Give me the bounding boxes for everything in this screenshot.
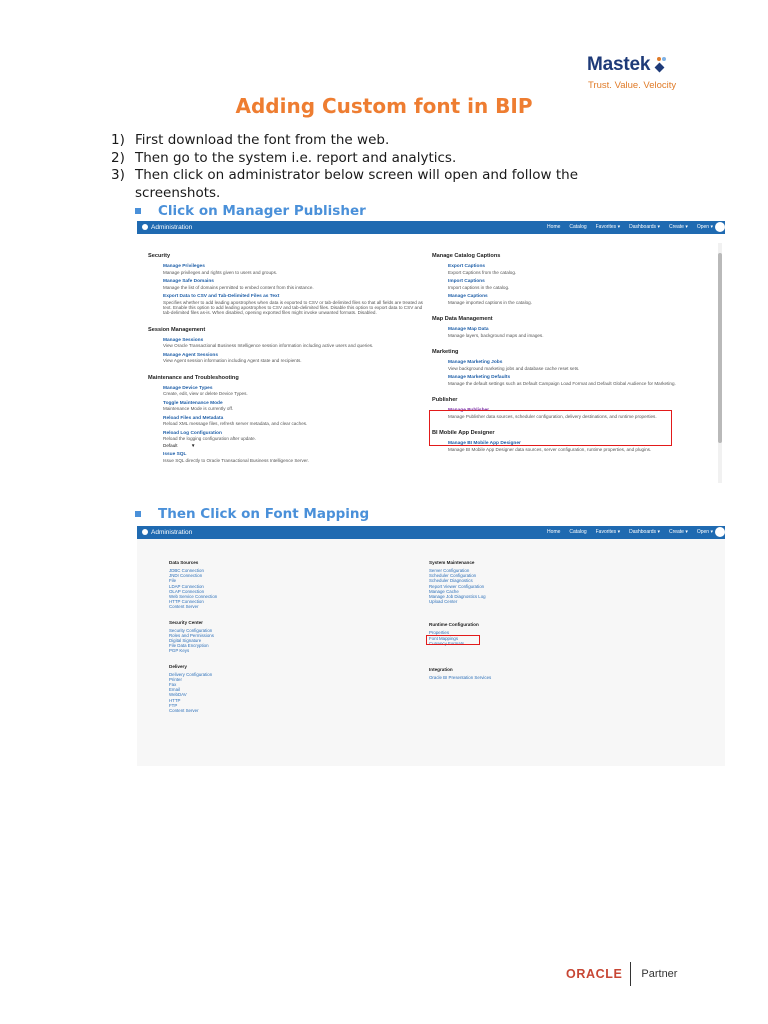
delivery-content-server-link[interactable]: Content Server — [169, 708, 199, 714]
item-description: View Oracle Transactional Business Intelligence session information including active users and queries. — [163, 343, 374, 349]
manage-mobile-app-link[interactable]: Manage BI Mobile App Designer — [448, 441, 521, 446]
menu-create[interactable]: Create ▾ — [668, 224, 688, 230]
system-maintenance-group — [429, 560, 629, 604]
left-column — [148, 253, 428, 474]
properties-link[interactable]: Properties — [429, 630, 450, 636]
ftp-link[interactable]: FTP — [169, 702, 178, 708]
issue-sql-link[interactable]: Issue SQL — [163, 452, 187, 458]
manage-marketing-jobs-link[interactable]: Manage Marketing Jobs — [448, 360, 503, 365]
list-item — [163, 279, 428, 290]
maintenance-section — [148, 375, 428, 463]
item-description: Reload XML message files, refresh server metadata, and clear caches. — [163, 421, 308, 427]
admin-icon — [142, 224, 148, 230]
roles-permissions-link[interactable]: Roles and Permissions — [169, 632, 214, 638]
menu-catalog[interactable]: Catalog — [569, 529, 587, 535]
digital-signature-link[interactable]: Digital Signature — [169, 638, 202, 644]
list-item — [111, 167, 631, 202]
list-item — [163, 452, 428, 463]
bullet-text: Then Click on Font Mapping — [158, 506, 370, 522]
jdbc-connection-link[interactable]: JDBC Connection — [169, 568, 204, 573]
step-number: 1) — [111, 132, 125, 148]
admin-title: Administration — [151, 529, 193, 536]
list-item — [448, 327, 702, 338]
item-description: Specifies whether to add leading apostrophes when data is exported to CSV or tab-delimited files so that all fields are treated as text. Enable this option to add leading apostrophes to CSV and tab-delimited files. Disable this option to export data to CSV and tab-delimited files as-is. When disabled, opening exported files might invoke unwanted formats. Disabled. — [163, 299, 423, 316]
section-heading: Maintenance and Troubleshooting — [148, 374, 239, 381]
mastek-logo — [587, 54, 687, 94]
manage-sessions-link[interactable]: Manage Sessions — [163, 337, 204, 343]
email-link[interactable]: Email — [169, 687, 180, 693]
menu-home[interactable]: Home — [547, 224, 561, 230]
bullet-text: Click on Manager Publisher — [158, 203, 366, 219]
file-data-encryption-link[interactable]: File Data Encryption — [169, 643, 209, 649]
item-description: Reload the logging configuration after update. — [163, 436, 256, 442]
import-captions-link[interactable]: Import Captions — [448, 279, 485, 284]
section-heading: Map Data Management — [432, 316, 493, 322]
item-description: Import captions in the catalog. — [448, 284, 510, 290]
list-item — [163, 416, 428, 427]
upload-center-link[interactable]: Upload Center — [429, 599, 458, 605]
webdav-link[interactable]: WebDAV — [169, 692, 187, 698]
integration-group — [429, 667, 629, 680]
manage-map-data-link[interactable]: Manage Map Data — [448, 327, 489, 332]
select-value: Default — [163, 442, 178, 448]
admin-title: Administration — [151, 224, 193, 231]
toggle-maintenance-link[interactable]: Toggle Maintenance Mode — [163, 400, 223, 406]
admin-menu — [547, 529, 713, 535]
step-text: Then click on administrator below screen will open and follow the screenshots. — [135, 167, 579, 201]
manage-agent-sessions-link[interactable]: Manage Agent Sessions — [163, 352, 219, 358]
item-description: Export Captions from the catalog. — [448, 269, 517, 275]
logo-wordmark: Mastek — [587, 54, 651, 75]
security-center-group — [169, 620, 369, 654]
manage-job-diagnostics-log-link[interactable]: Manage Job Diagnostics Log — [429, 594, 486, 600]
ldap-connection-link[interactable]: LDAP Connection — [169, 583, 204, 589]
item-description: View Agent session information including Agent state and recipients. — [163, 358, 302, 364]
list-item — [448, 279, 702, 290]
server-configuration-link[interactable]: Server Configuration — [429, 568, 470, 573]
menu-catalog[interactable]: Catalog — [569, 224, 587, 230]
oracle-wordmark: ORACLE — [566, 967, 623, 981]
olap-connection-link[interactable]: OLAP Connection — [169, 588, 205, 594]
file-link[interactable]: File — [169, 578, 177, 584]
menu-open[interactable]: Open ▾ — [696, 529, 713, 535]
item-description: Manage layers, background maps and images. — [448, 332, 544, 338]
section-heading: BI Mobile App Designer — [432, 430, 495, 436]
reload-log-config-link[interactable]: Reload Log Configuration — [163, 430, 222, 436]
divider — [630, 962, 631, 986]
delivery-group — [169, 664, 369, 714]
left-column — [169, 560, 369, 713]
printer-link[interactable]: Printer — [169, 676, 182, 682]
item-description: Manage imported captions in the catalog. — [448, 299, 533, 305]
section-heading: Publisher — [432, 397, 458, 403]
step-text: First download the font from the web. — [135, 132, 390, 148]
list-item — [448, 294, 702, 305]
menu-create[interactable]: Create ▾ — [668, 529, 688, 535]
list-item — [163, 431, 428, 448]
step-number: 3) — [111, 167, 125, 183]
marketing-section — [432, 349, 702, 386]
manage-marketing-defaults-link[interactable]: Manage Marketing Defaults — [448, 375, 511, 380]
list-item — [163, 264, 428, 275]
user-avatar[interactable] — [715, 527, 725, 537]
list-item — [163, 401, 428, 412]
manage-safe-domains-link[interactable]: Manage Safe Domains — [163, 279, 214, 284]
menu-favorites[interactable]: Favorites ▾ — [595, 529, 621, 535]
admin-icon — [142, 529, 148, 535]
security-section — [148, 253, 428, 316]
admin-menu — [547, 224, 713, 230]
menu-dashboards[interactable]: Dashboards ▾ — [629, 529, 660, 535]
list-item — [448, 360, 702, 371]
list-item — [448, 264, 702, 275]
menu-open[interactable]: Open ▾ — [696, 224, 713, 230]
delivery-configuration-link[interactable]: Delivery Configuration — [169, 671, 213, 677]
currency-formats-link[interactable]: Currency Formats — [429, 640, 465, 646]
oracle-partner-logo — [566, 962, 677, 986]
partner-label: Partner — [641, 968, 678, 980]
group-heading: System Maintenance — [429, 560, 475, 565]
report-viewer-configuration-link[interactable]: Report Viewer Configuration — [429, 583, 485, 589]
menu-favorites[interactable]: Favorites ▾ — [595, 224, 621, 230]
group-heading: Data Sources — [169, 560, 199, 565]
step-number: 2) — [111, 149, 125, 166]
highlight-box — [426, 635, 480, 645]
group-heading: Runtime Configuration — [429, 622, 479, 628]
jndi-connection-link[interactable]: JNDI Connection — [169, 573, 203, 579]
list-item — [163, 386, 428, 397]
bullet-heading — [135, 506, 369, 522]
steps-list — [111, 132, 631, 202]
list-item — [163, 353, 428, 364]
catalog-captions-section — [432, 253, 702, 305]
highlight-box — [429, 410, 672, 446]
logo-dots-icon — [653, 56, 675, 74]
item-description: Maintenance Mode is currently off. — [163, 406, 234, 412]
http-link[interactable]: HTTP — [169, 697, 181, 703]
manage-cache-link[interactable]: Manage Cache — [429, 588, 459, 594]
menu-dashboards[interactable]: Dashboards ▾ — [629, 224, 660, 230]
step-text: Then go to the system i.e. report and analytics. — [135, 149, 457, 166]
item-description: Manage the default settings such as Default Campaign Load Format and Default Global Audience for Marketing. — [448, 380, 676, 386]
item-description: Manage BI Mobile App Designer data sources, server configuration, runtime properties, and plugins. — [448, 446, 652, 452]
menu-home[interactable]: Home — [547, 529, 561, 535]
content-server-link[interactable]: Content Server — [169, 604, 199, 610]
item-description: Manage the list of domains permitted to embed content from this instance. — [163, 284, 314, 290]
export-data-link[interactable]: Export Data to CSV and Tab-Delimited Files as Text — [163, 294, 280, 299]
item-description: Create, edit, view or delete Device Types. — [163, 391, 248, 397]
fax-link[interactable]: Fax — [169, 682, 177, 688]
list-item — [163, 338, 428, 349]
right-column — [429, 560, 629, 680]
bi-publisher-admin-screenshot — [137, 526, 725, 766]
scheduler-configuration-link[interactable]: Scheduler Configuration — [429, 573, 477, 579]
session-section — [148, 327, 428, 364]
pgp-keys-link[interactable]: PGP Keys — [169, 648, 190, 654]
user-avatar[interactable] — [715, 222, 725, 232]
page-title: Adding Custom font in BIP — [235, 94, 533, 118]
map-data-section — [432, 316, 702, 338]
admin-header-bar — [137, 221, 725, 234]
security-configuration-link[interactable]: Security Configuration — [169, 627, 213, 633]
web-service-connection-link[interactable]: Web Service Connection — [169, 594, 218, 600]
scrollbar-thumb[interactable] — [718, 253, 722, 443]
bi-presentation-services-link[interactable]: Oracle BI Presentation Services — [429, 675, 492, 681]
group-heading: Integration — [429, 667, 453, 673]
bullet-square-icon — [135, 511, 141, 517]
scheduler-diagnostics-link[interactable]: Scheduler Diagnostics — [429, 578, 473, 584]
log-level-select[interactable] — [163, 443, 428, 448]
group-heading: Delivery — [169, 663, 187, 669]
item-description: Issue SQL directly to Oracle Transactional Business Intelligence Server. — [163, 457, 309, 463]
chevron-down-icon: ▼ — [190, 442, 196, 448]
list-item — [448, 375, 702, 386]
http-connection-link[interactable]: HTTP Connection — [169, 599, 204, 605]
admin-header-bar — [137, 526, 725, 539]
section-heading: Security — [148, 253, 171, 259]
reload-files-link[interactable]: Reload Files and Metadata — [163, 415, 224, 421]
administration-screenshot — [137, 221, 725, 488]
list-item — [111, 132, 631, 150]
item-description: Manage privileges and rights given to users and groups. — [163, 269, 278, 275]
logo-tagline: Trust. Value. Velocity — [588, 80, 677, 91]
font-mappings-link[interactable]: Font Mappings — [429, 635, 459, 641]
manage-captions-link[interactable]: Manage Captions — [448, 294, 488, 299]
section-heading: Manage Catalog Captions — [432, 253, 501, 259]
export-captions-link[interactable]: Export Captions — [448, 264, 486, 269]
item-description: Manage Publisher data sources, scheduler configuration, delivery destinations, and runtime properties. — [448, 413, 657, 419]
manage-device-types-link[interactable]: Manage Device Types — [163, 385, 213, 391]
manage-privileges-link[interactable]: Manage Privileges — [163, 264, 205, 269]
data-sources-group — [169, 560, 369, 610]
bullet-square-icon — [135, 208, 141, 214]
item-description: View background marketing jobs and database cache reset sets. — [448, 365, 580, 371]
group-heading: Security Center — [169, 619, 203, 625]
manage-publisher-link[interactable]: Manage Publisher — [448, 408, 490, 413]
list-item — [163, 294, 428, 316]
section-heading: Session Management — [148, 326, 206, 333]
section-heading: Marketing — [432, 349, 459, 355]
bullet-heading — [135, 203, 366, 219]
list-item — [111, 150, 631, 168]
